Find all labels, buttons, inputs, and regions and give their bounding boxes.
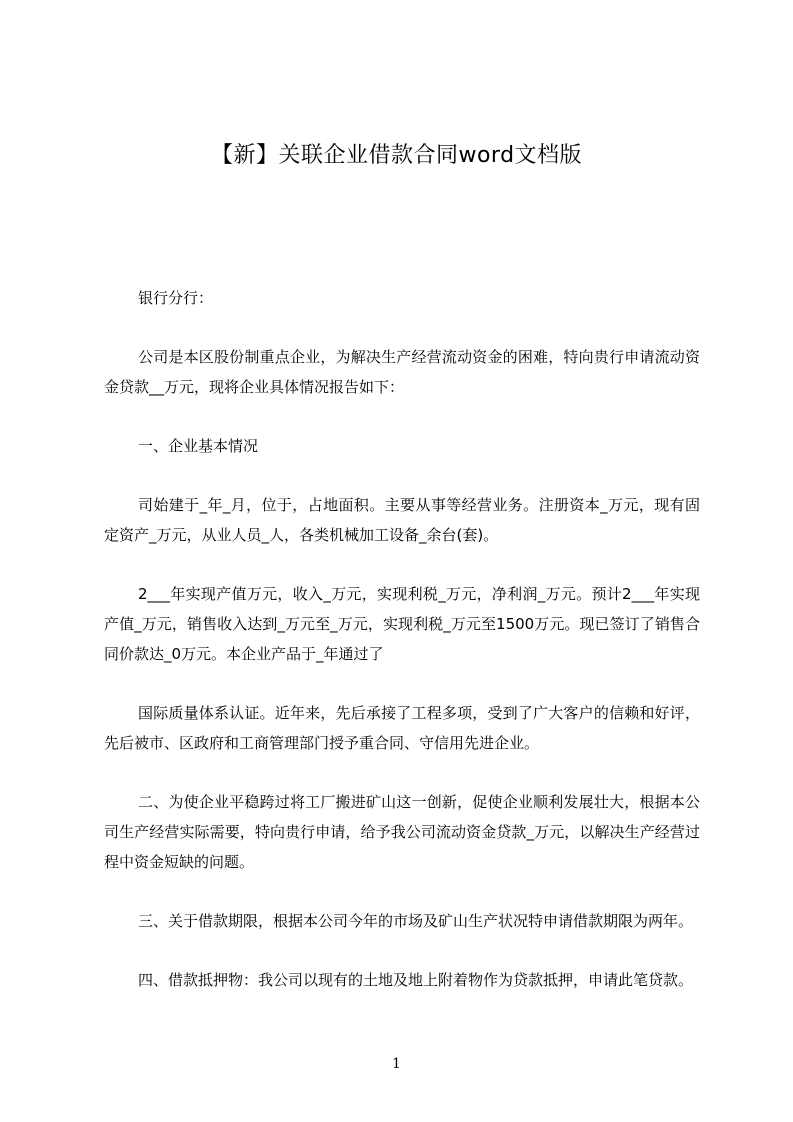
document-body	[104, 283, 700, 1024]
loan-request-paragraph: 二、为使企业平稳跨过将工厂搬进矿山这一创新，促使企业顺利发展壮大，根据本公司生产经营实际需要，特向贵行申请，给予我公司流动资金贷款_万元，以解决生产经营过程中资金短缺的问题。	[104, 793, 700, 871]
salutation: 银行分行：	[138, 289, 214, 307]
document-title: 【新】关联企业借款合同word文档版	[210, 143, 583, 168]
collateral-paragraph: 四、借款抵押物：我公司以现有的土地及地上附着物作为贷款抵押，申请此笔贷款。	[138, 971, 694, 989]
page-number: 1	[392, 1056, 401, 1072]
financials-paragraph: 2___年实现产值万元，收入_万元，实现利税_万元，净利润_万元。预计2___年实现产值_万元，销售收入达到_万元至_万元，实现利税_万元至1500万元。现已签订了销售合同价款达_0万元。本企业产品于_年通过了	[104, 585, 700, 663]
company-info-paragraph: 司始建于_年_月，位于，占地面积。主要从事等经营业务。注册资本_万元，现有固定资产_万元，从业人员_人，各类机械加工设备_余台(套)。	[104, 496, 700, 544]
loan-term-paragraph: 三、关于借款期限，根据本公司今年的市场及矿山生产状况特申请借款期限为两年。	[138, 912, 694, 930]
section-heading-basic-info: 一、企业基本情况	[138, 437, 259, 455]
intro-paragraph: 公司是本区股份制重点企业，为解决生产经营流动资金的困难，特向贵行申请流动资金贷款__万元，现将企业具体情况报告如下：	[104, 348, 700, 396]
certification-paragraph: 国际质量体系认证。近年来，先后承接了工程多项，受到了广大客户的信赖和好评，先后被市、区政府和工商管理部门授予重合同、守信用先进企业。	[104, 704, 700, 752]
